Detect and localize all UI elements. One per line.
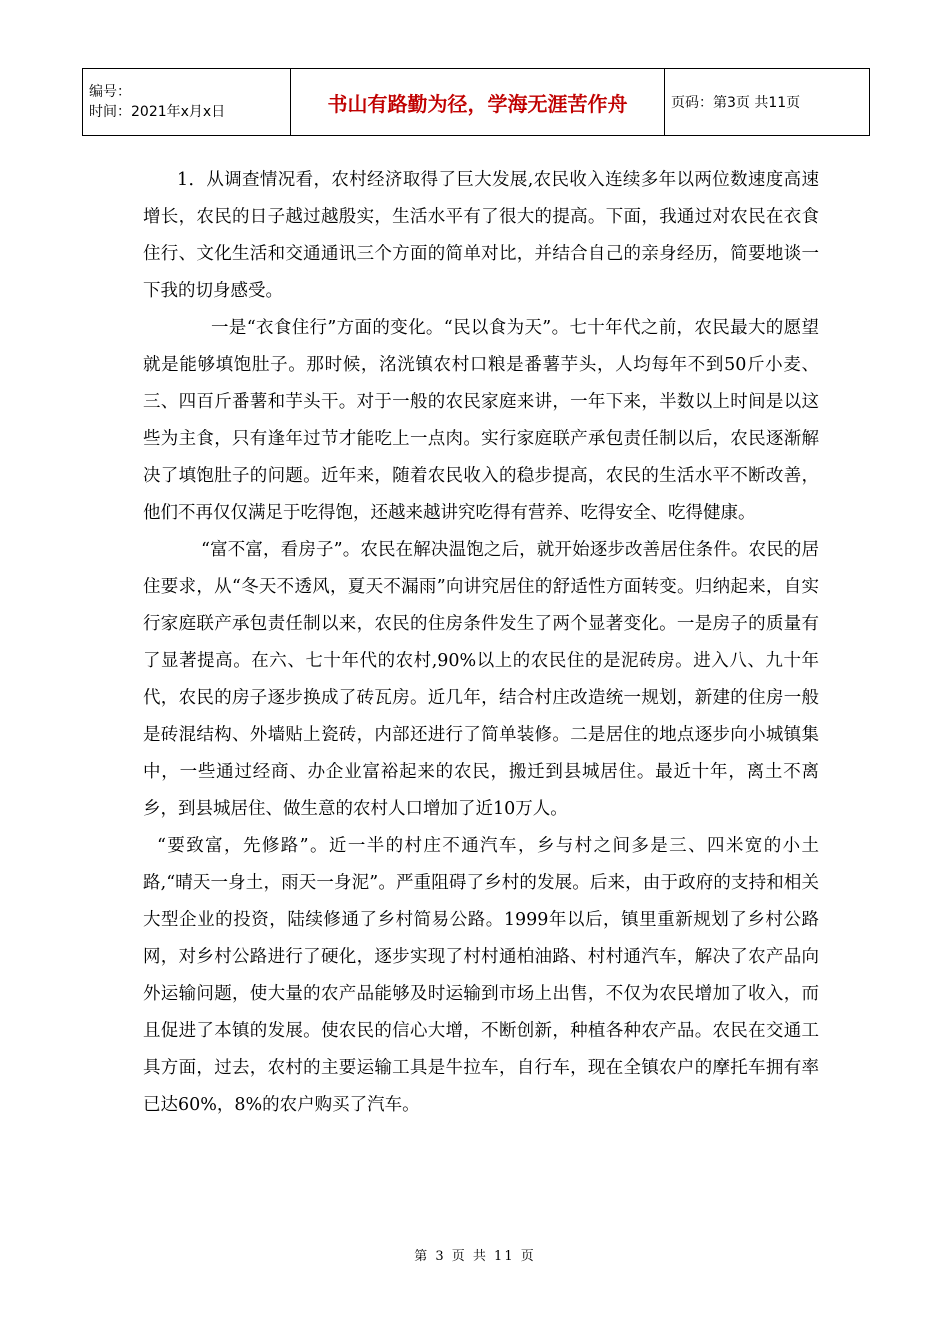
paragraph-survey-intro: 1．从调查情况看，农村经济取得了巨大发展,农民收入连续多年以两位数速度高速增长，农民的日子越过越殷实，生活水平有了很大的提高。下面，我通过对农民在衣食住行、文化生活和交通通讯三个方面的简单对比，并结合自己的亲身经历，简要地谈一下我的切身感受。 <box>143 170 819 301</box>
paragraph-food-clothing: 一是“衣食住行”方面的变化。“民以食为天”。七十年代之前，农民最大的愿望就是能够填饱肚子。那时候，洺洸镇农村口粮是番薯芋头，人均每年不到50斤小麦、三、四百斤番薯和芋头干。对于一般的农民家庭来讲，一年下来，半数以上时间是以这些为主食，只有逢年过节才能吃上一点肉。实行家庭联产承包责任制以后，农民逐渐解决了填饱肚子的问题。近年来，随着农民收入的稳步提高，农民的生活水平不断改善，他们不再仅仅满足于吃得饱，还越来越讲究吃得有营养、吃得安全、吃得健康。 <box>143 318 819 523</box>
paragraph-roads-transport: “要致富，先修路”。近一半的村庄不通汽车，乡与村之间多是三、四米宽的小土路,“晴天一身土，雨天一身泥”。严重阻碍了乡村的发展。后来，由于政府的支持和相关大型企业的投资，陆续修通了乡村简易公路。1999年以后，镇里重新规划了乡村公路网，对乡村公路进行了硬化，逐步实现了村村通柏油路、村村通汽车，解决了农产品向外运输问题，使大量的农产品能够及时运输到市场上出售，不仅为农民增加了收入，而且促进了本镇的发展。使农民的信心大增，不断创新，种植各种农产品。农民在交通工具方面，过去，农村的主要运输工具是牛拉车，自行车，现在全镇农户的摩托车拥有率已达60%，8%的农户购买了汽车。 <box>143 836 819 1115</box>
header-meta-cell <box>83 69 291 136</box>
document-header <box>82 68 870 136</box>
document-body <box>143 162 819 1124</box>
header-page-info: 页码：第3页 共11页 <box>665 69 870 136</box>
date-label: 时间：2021年x月x日 <box>89 104 226 120</box>
header-motto: 书山有路勤为径，学海无涯苦作舟 <box>291 69 665 136</box>
paragraph-housing: “富不富，看房子”。农民在解决温饱之后，就开始逐步改善居住条件。农民的居住要求，从“冬天不透风，夏天不漏雨”向讲究居住的舒适性方面转变。归纳起来，自实行家庭联产承包责任制以来，农民的住房条件发生了两个显著变化。一是房子的质量有了显著提高。在六、七十年代的农村,90%以上的农民住的是泥砖房。进入八、九十年代，农民的房子逐步换成了砖瓦房。近几年，结合村庄改造统一规划，新建的住房一般是砖混结构、外墙贴上瓷砖，内部还进行了简单装修。二是居住的地点逐步向小城镇集中，一些通过经商、办企业富裕起来的农民，搬迁到县城居住。最近十年，离土不离乡，到县城居住、做生意的农村人口增加了近10万人。 <box>143 540 819 819</box>
serial-number-label: 编号： <box>89 84 131 100</box>
page-footer: 第 3 页 共 11 页 <box>414 1249 536 1264</box>
